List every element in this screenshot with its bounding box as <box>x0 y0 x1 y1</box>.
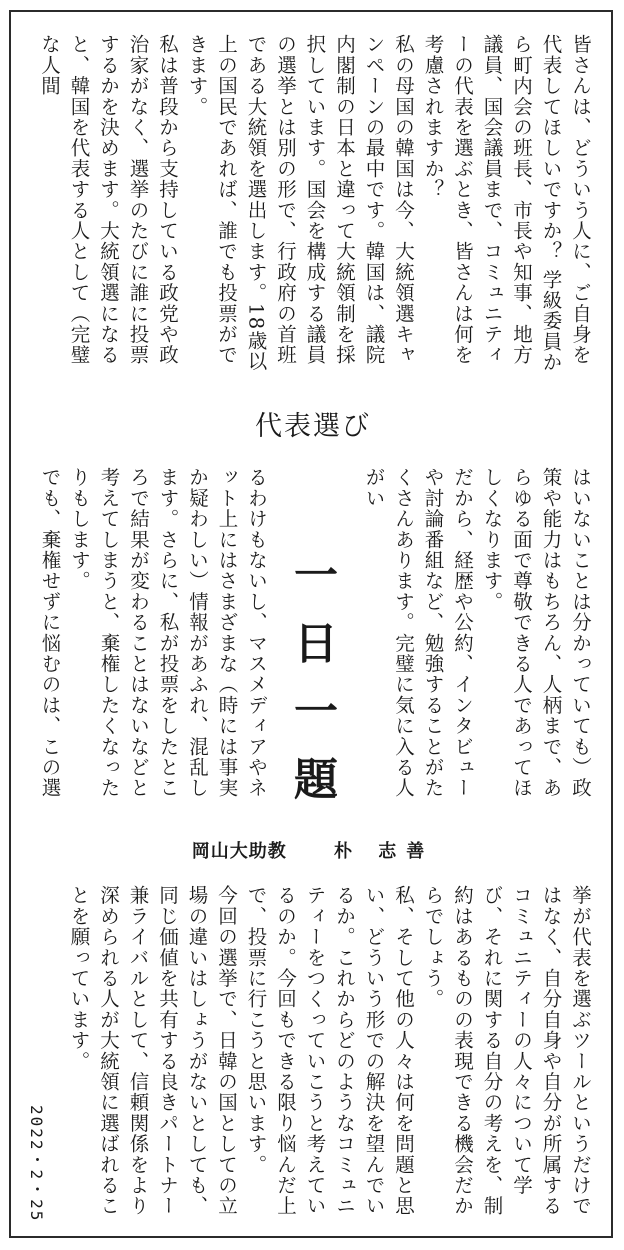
byline <box>11 837 615 863</box>
article-frame <box>9 10 613 1238</box>
byline-affiliation: 岡山大助教 <box>191 841 287 862</box>
byline-name: 朴 志善 <box>334 841 435 862</box>
article-body-top: 皆さんは、どういう人に、ご自身を代表してほしいですか？ 学級委員から町内会の班長、市長や知事、地方議員、国会議員まで、コミュニティーの代表を選ぶとき、皆さんは何を考慮されますか？ 私の母国の韓国は今、大統領選キャンペーンの最中です。韓国は、議院内閣制の日本と違って大統領制を採択しています。国会を構成する議員の選挙とは別の形で、行政府の首班である大統領を選出します。18歳以上の国民であれば、誰でも投票ができます。 私は普段から支持している政党や政治家がなく、選挙のたびに誰に投票するかを決めます。大統領選になると、韓国を代表する人として（完璧な人間 <box>38 34 592 373</box>
article-title: 代表選び <box>255 411 371 442</box>
article-body-middle-right: はいないことは分かっていても）政策や能力はもちろん、人柄まで、あらゆる面で尊敬できる人であってほしくなります。 だから、経歴や公約、インタビューや討論番組など、勉強することがたくさんあります。完璧に気に入る人がい <box>362 467 592 799</box>
article-body-middle-left: るわけもないし、マスメディアやネット上にはさまざまな（時には事実か疑わしい）情報があふれ、混乱します。さらに、私が投票をしたところで結果が変わることはないなどと考えてしまうと、棄権したくなったりもします。 でも、棄権せずに悩むのは、この選 <box>38 467 268 799</box>
column-name: 一日一題 <box>286 552 337 824</box>
article-body-bottom: 挙が代表を選ぶツールというだけではなく、自分自身や自分が所属するコミュニティーの人々について学び、それに関する自分の考えを、制約はあるものの表現できる機会だからでしょう。 私、そして他の人々は何を問題と思い、どういう形での解決を望んでいるか。これからどのようなコミュニティーをつくっていこうと考えているのか。今回もできる限り悩んだ上で、投票に行こうと思います。 今回の選挙で、日韓の国としての立場の違いはしょうがないとしても、同じ価値を共有する良きパートナー兼ライバルとして、信頼関係をより深められる人が大統領に選ばれることを願っています。 <box>67 885 592 1217</box>
publication-date: 2022・2・25 <box>27 1104 46 1222</box>
